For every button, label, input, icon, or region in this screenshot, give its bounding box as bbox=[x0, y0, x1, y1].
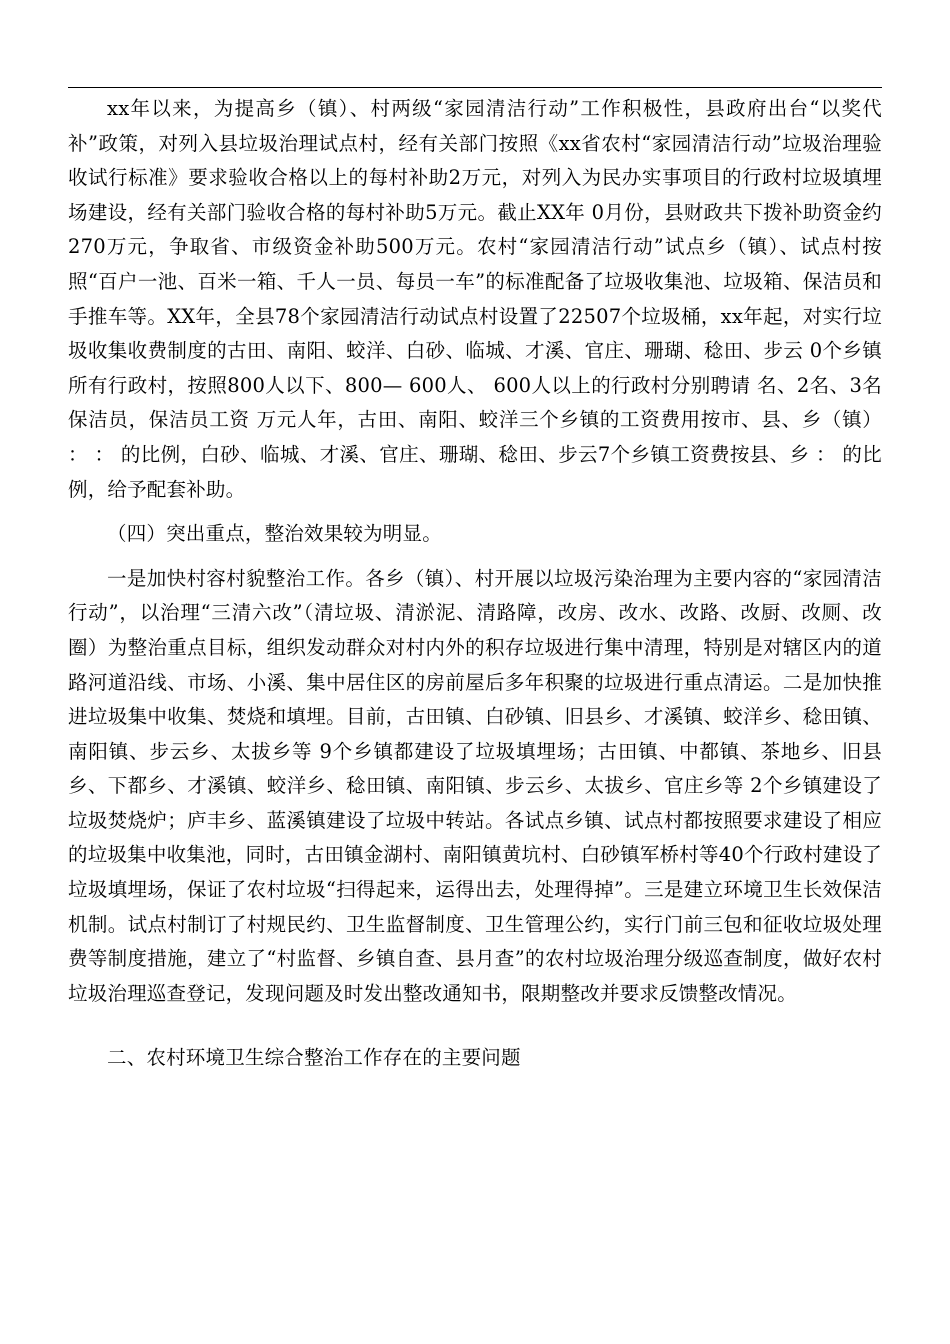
document-body bbox=[68, 92, 882, 1076]
paragraph-village-rectification: 一是加快村容村貌整治工作。各乡（镇）、村开展以垃圾污染治理为主要内容的“家园清洁行动”，以治理“三清六改”（清垃圾、清淤泥、清路障，改房、改水、改路、改厨、改厕、改圈）为整治重点目标，组织发动群众对村内外的积存垃圾进行集中清理，特别是对辖区内的道路河道沿线、市场、小溪、集中居住区的房前屋后多年积聚的垃圾进行重点清运。二是加快推进垃圾集中收集、焚烧和填埋。目前，古田镇、白砂镇、旧县乡、才溪镇、蛟洋乡、稔田镇、南阳镇、步云乡、太拔乡等 9个乡镇都建设了垃圾填埋场；古田镇、中都镇、茶地乡、旧县乡、下都乡、才溪镇、蛟洋乡、稔田镇、南阳镇、步云乡、太拔乡、官庄乡等 2个乡镇建设了垃圾焚烧炉；庐丰乡、蓝溪镇建设了垃圾中转站。各试点乡镇、试点村都按照要求建设了相应的垃圾集中收集池，同时，古田镇金湖村、南阳镇黄坑村、白砂镇军桥村等40个行政村建设了垃圾填埋场，保证了农村垃圾“扫得起来，运得出去，处理得掉”。三是建立环境卫生长效保洁机制。试点村制订了村规民约、卫生监督制度、卫生管理公约，实行门前三包和征收垃圾处理费等制度措施，建立了“村监督、乡镇自查、县月查”的农村垃圾治理分级巡查制度，做好农村垃圾治理巡查登记，发现问题及时发出整改通知书，限期整改并要求反馈整改情况。 bbox=[68, 566, 882, 1005]
section-heading-key-priorities: （四）突出重点，整治效果较为明显。 bbox=[107, 522, 442, 546]
section-heading-main-problems: 二、农村环境卫生综合整治工作存在的主要问题 bbox=[107, 1046, 521, 1070]
paragraph-subsidy-policy: xx年以来，为提高乡（镇）、村两级“家园清洁行动”工作积极性，县政府出台“以奖代补”政策，对列入县垃圾治理试点村，经有关部门按照《xx省农村“家园清洁行动”垃圾治理验收试行标准》要求验收合格以上的每村补助2万元，对列入为民办实事项目的行政村垃圾填埋场建设，经有关部门验收合格的每村补助5万元。截止XX年 0月份，县财政共下拨补助资金约270万元，争取省、市级资金补助500万元。农村“家园清洁行动”试点乡（镇）、试点村按照“百户一池、百米一箱、千人一员、每员一车”的标准配备了垃圾收集池、垃圾箱、保洁员和手推车等。XX年，全县78个家园清洁行动试点村设置了22507个垃圾桶，xx年起，对实行垃圾收集收费制度的古田、南阳、蛟洋、白砂、临城、才溪、官庄、珊瑚、稔田、步云 0个乡镇所有行政村，按照800人以下、800— 600人、 600人以上的行政村分别聘请 名、2名、3名保洁员，保洁员工资 万元人年，古田、南阳、蛟洋三个乡镇的工资费用按市、县、乡（镇） ： ： 的比例，白砂、临城、才溪、官庄、珊瑚、稔田、步云7个乡镇工资费按县、乡 ： 的比例，给予配套补助。 bbox=[68, 97, 882, 501]
header-rule bbox=[68, 87, 882, 88]
